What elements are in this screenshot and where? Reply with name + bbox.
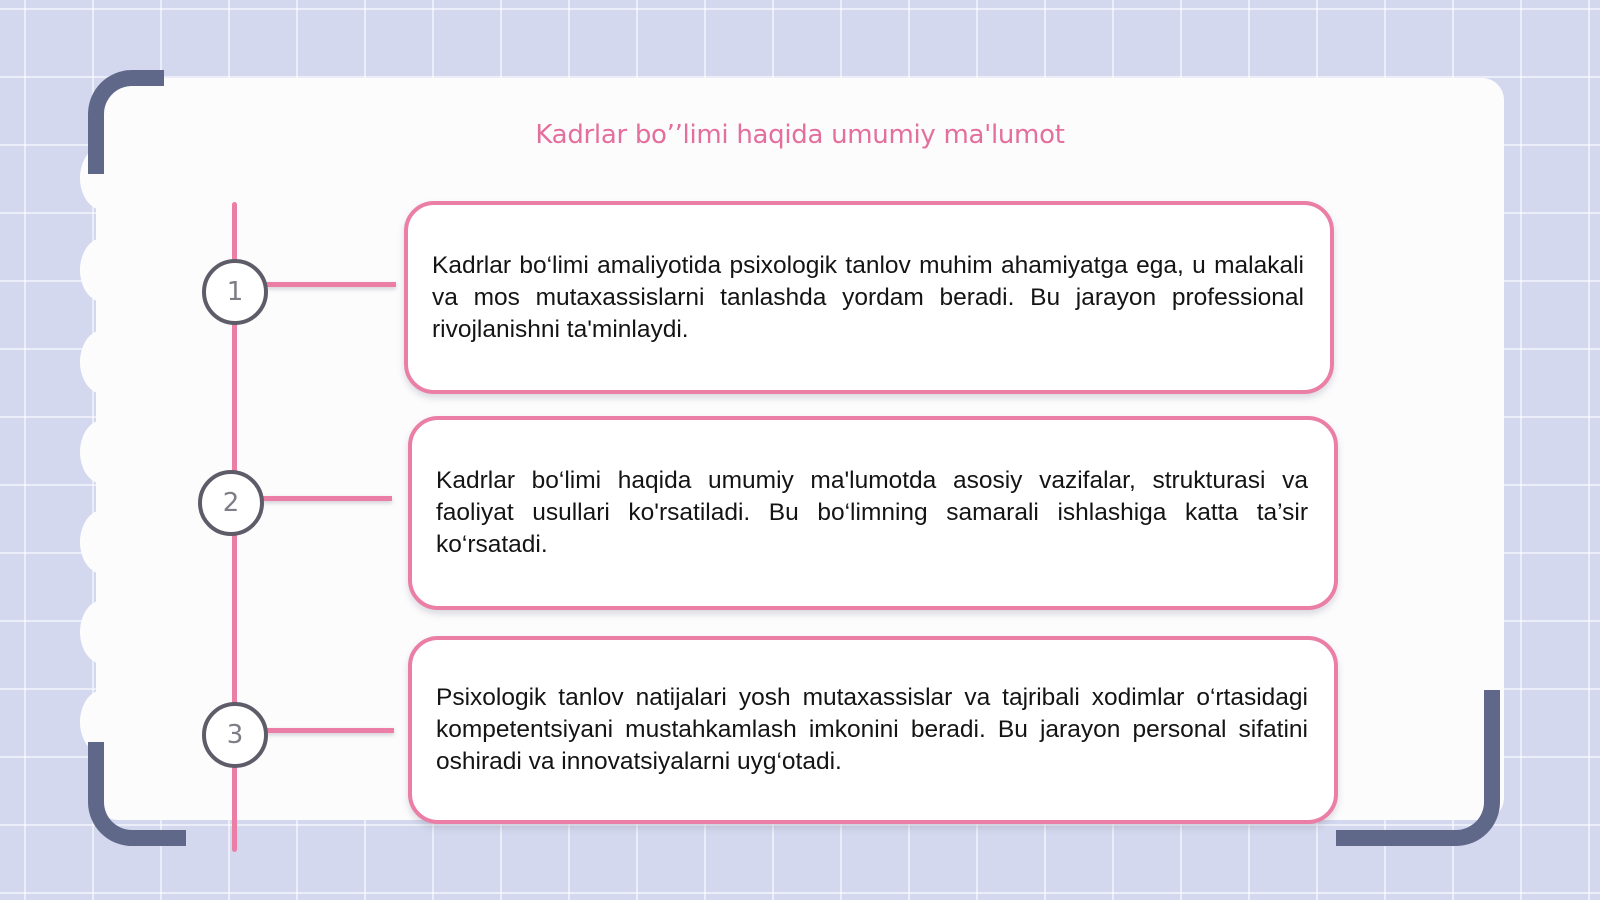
- paper-scallop-edge: [80, 330, 126, 394]
- step-1-number-badge: 1: [202, 259, 268, 325]
- slide-title: Kadrlar boʼʼlimi haqida umumiy ma'lumot: [535, 120, 1065, 150]
- step-3-connector: [266, 728, 394, 733]
- step-2-number-badge: 2: [198, 470, 264, 536]
- step-3-number-badge: 3: [202, 702, 268, 768]
- paper-scallop-edge: [80, 420, 126, 484]
- step-2-connector: [262, 496, 392, 501]
- step-1-card: [404, 201, 1334, 394]
- frame-corner-bottom-left: [88, 742, 186, 846]
- step-1-text: Kadrlar bo‘limi amaliyotida psixologik tanlov muhim ahamiyatga ega, u malakali va mos mutaxassislarni tanlashda yordam beradi. Bu jarayon professional rivojlanishni ta'minlaydi.: [432, 251, 1304, 343]
- frame-corner-bottom-right: [1336, 690, 1500, 846]
- paper-scallop-edge: [80, 238, 126, 302]
- step-3-card: [408, 636, 1338, 824]
- step-2-text: Kadrlar bo‘limi haqida umumiy ma'lumotda asosiy vazifalar, strukturasi va faoliyat usullari ko'rsatiladi. Bu bo‘limning samarali ishlashiga katta ta’sir ko‘rsatadi.: [436, 467, 1308, 558]
- step-1-connector: [266, 282, 396, 287]
- step-2-card: [408, 416, 1338, 610]
- paper-scallop-edge: [80, 600, 126, 664]
- paper-scallop-edge: [80, 510, 126, 574]
- step-3-text: Psixologik tanlov natijalari yosh mutaxassislar va tajribali xodimlar o‘rtasidagi kompetentsiyani mustahkamlash imkonini beradi. Bu jarayon personal sifatini oshiradi va innovatsiyalarni uyg‘otadi.: [436, 684, 1308, 775]
